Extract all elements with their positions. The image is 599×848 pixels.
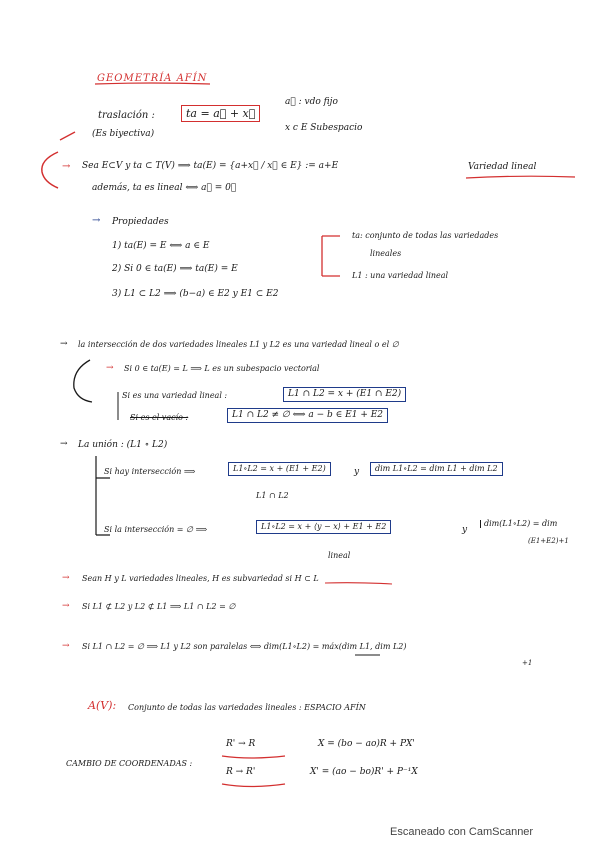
propiedad-3: 3) L1 ⊂ L2 ⟹ (b−a) ∈ E2 y E1 ⊂ E2 [112,289,279,299]
arrow-fact2: → [62,601,70,611]
a-definition: a⃗ : vdo fijo [285,97,338,107]
union-heading: La unión : (L1 ∘ L2) [78,440,168,450]
union-case2-under: lineal [328,551,351,560]
cambio-label: CAMBIO DE COORDENADAS : [66,759,193,768]
interseccion-line: la intersección de dos variedades lineales L1 y L2 es una variedad lineal o el ∅ [78,340,399,349]
union-case1-box: L1∘L2 = x + (E1 + E2) [228,462,331,476]
union-case2-dim-sub: (E1+E2)+1 [528,537,569,545]
variedad-tag: Variedad lineal [468,162,537,172]
union-case2-label: Si la intersección = ∅ ⟹ [104,525,208,534]
espacio-text: Conjunto de todas las variedades lineales : ESPACIO AFÍN [128,703,366,712]
propiedades-side1b: lineales [370,249,402,258]
biyectiva-note: (Es biyectiva) [92,129,155,139]
union-case2-box: L1∘L2 = x + ⟨y − x⟩ + E1 + E2 [256,520,391,534]
interseccion-sub3-box: L1 ∩ L2 ≠ ∅ ⟺ a − b ∈ E1 + E2 [227,408,388,423]
variedad-line2: además, ta es lineal ⟺ a⃗ = 0⃗ [92,183,237,193]
propiedades-heading: Propiedades [112,217,169,227]
union-case1-y: y [354,467,360,477]
arrow-propiedades: → [92,215,101,226]
arrow-fact1: → [62,573,70,583]
propiedades-side2: L1 : una variedad lineal [352,271,449,280]
traslacion-formula: ta = a⃗ + x⃗ [181,105,260,122]
union-case1-under: L1 ∩ L2 [256,491,289,500]
arrow-interseccion: → [60,339,68,349]
arrow-sub1: → [106,363,114,373]
union-case2-y: y [462,525,468,535]
fact-2: Si L1 ⊄ L2 y L2 ⊄ L1 ⟹ L1 ∩ L2 = ∅ [82,602,236,611]
fact-3: Si L1 ∩ L2 = ∅ ⟹ L1 y L2 son paralelas ⟺ dim(L1∘L2) = máx(dim L1, dim L2) [82,642,407,651]
arrow-variedad: → [62,161,71,172]
e-definition: x c E Subespacio [285,123,363,133]
propiedad-2: 2) Si 0 ∈ ta(E) ⟹ ta(E) = E [112,264,238,274]
interseccion-sub2: Si es una variedad lineal : [122,391,228,400]
cambio-r2-eq: X' = (ao − bo)R' + P⁻¹X [310,767,418,777]
espacio-symbol: A(V): [88,699,117,712]
scanner-footer: Escaneado con CamScanner [390,826,534,838]
cambio-r1: R' → R [226,739,256,749]
page-title: GEOMETRÍA AFÍN [97,73,208,84]
propiedad-1: 1) ta(E) = E ⟺ a ∈ E [112,241,210,251]
interseccion-sub2-box: L1 ∩ L2 = x + (E1 ∩ E2) [283,387,406,402]
fact-3-sub: +1 [522,659,533,667]
arrow-union: → [60,439,68,449]
variedad-line1: Sea E⊂V y ta ⊂ T(V) ⟹ ta(E) = {a+x⃗ / x⃗ ∈ E} := a+E [82,161,339,171]
union-case1-label: Si hay intersección ⟹ [104,467,196,476]
interseccion-sub1: Si 0 ∈ ta(E) = L ⟹ L es un subespacio vectorial [124,364,320,373]
union-case1-dim: dim L1∘L2 = dim L1 + dim L2 [370,462,503,476]
fact-1: Sean H y L variedades lineales, H es subvariedad si H ⊂ L [82,574,319,583]
traslacion-label: traslación : [98,110,155,121]
union-case2-dim: dim(L1∘L2) = dim [480,520,557,528]
arrow-fact3: → [62,641,70,651]
interseccion-sub3: Si es el vacío : [130,413,189,422]
cambio-r1-eq: X = (bo − ao)R + PX' [318,739,415,749]
propiedades-side1: ta: conjunto de todas las variedades [352,231,499,240]
cambio-r2: R → R' [226,767,256,777]
